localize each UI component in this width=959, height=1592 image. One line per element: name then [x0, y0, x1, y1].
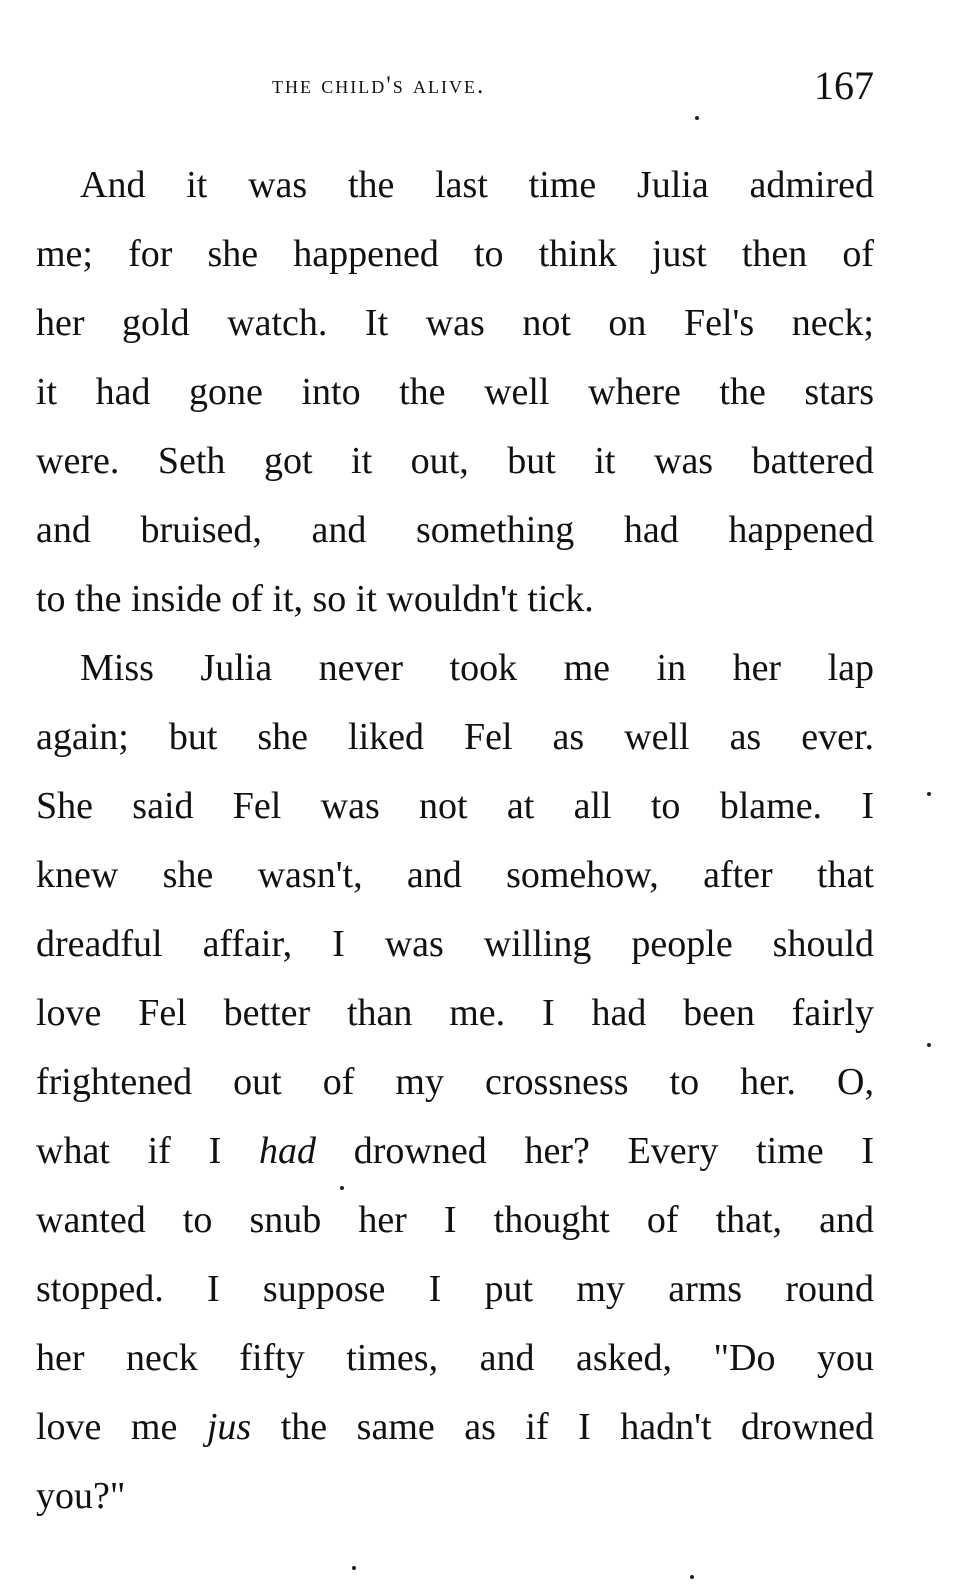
paragraph-2-line-9: wanted to snub her I thought of that, and	[36, 1199, 874, 1241]
scan-speck	[927, 792, 931, 796]
scan-speck	[352, 1566, 356, 1570]
paragraph-2-line-7: frightened out of my crossness to her. O,	[36, 1061, 874, 1103]
line-8-start: what if I	[36, 1130, 222, 1172]
scan-speck	[340, 1186, 344, 1190]
paragraph-2-line-6: love Fel better than me. I had been fairly	[36, 992, 874, 1034]
emphasis-had: had	[258, 1130, 316, 1172]
paragraph-1-line-5: were. Seth got it out, but it was battered	[36, 440, 874, 482]
paragraph-1-line-3: her gold watch. It was not on Fel's neck;	[36, 302, 874, 344]
scan-speck	[695, 116, 699, 120]
paragraph-2-line-10: stopped. I suppose I put my arms round	[36, 1268, 874, 1310]
paragraph-1-line-6: and bruised, and something had happened	[36, 509, 874, 551]
line-12-end: the same as if I hadn't drowned	[280, 1406, 875, 1448]
line-12-start: love me	[36, 1406, 178, 1448]
paragraph-2-line-11: her neck fifty times, and asked, "Do you	[36, 1337, 874, 1379]
running-title: the child's alive.	[272, 72, 486, 99]
paragraph-2-line-5: dreadful affair, I was willing people should	[36, 923, 874, 965]
paragraph-2-line-4: knew she wasn't, and somehow, after that	[36, 854, 874, 896]
paragraph-1-line-2: me; for she happened to think just then of	[36, 233, 874, 275]
scan-speck	[927, 1043, 931, 1047]
page-header	[36, 62, 874, 112]
paragraph-2-line-1: Miss Julia never took me in her lap	[80, 647, 874, 689]
paragraph-2-line-2: again; but she liked Fel as well as ever.	[36, 716, 874, 758]
emphasis-jus: jus	[206, 1406, 252, 1448]
paragraph-2-line-12	[36, 1396, 874, 1458]
paragraph-2-line-3: She said Fel was not at all to blame. I	[36, 785, 874, 827]
paragraph-2-line-8	[36, 1120, 874, 1182]
paragraph-1-line-7: to the inside of it, so it wouldn't tick.	[36, 578, 594, 620]
paragraph-1-line-1: And it was the last time Julia admired	[80, 164, 874, 206]
paragraph-2-line-13: you?"	[36, 1475, 126, 1517]
page-number: 167	[814, 63, 874, 108]
scan-speck	[690, 1575, 694, 1579]
paragraph-1-line-4: it had gone into the well where the stars	[36, 371, 874, 413]
line-8-end: drowned her? Every time I	[353, 1130, 875, 1172]
